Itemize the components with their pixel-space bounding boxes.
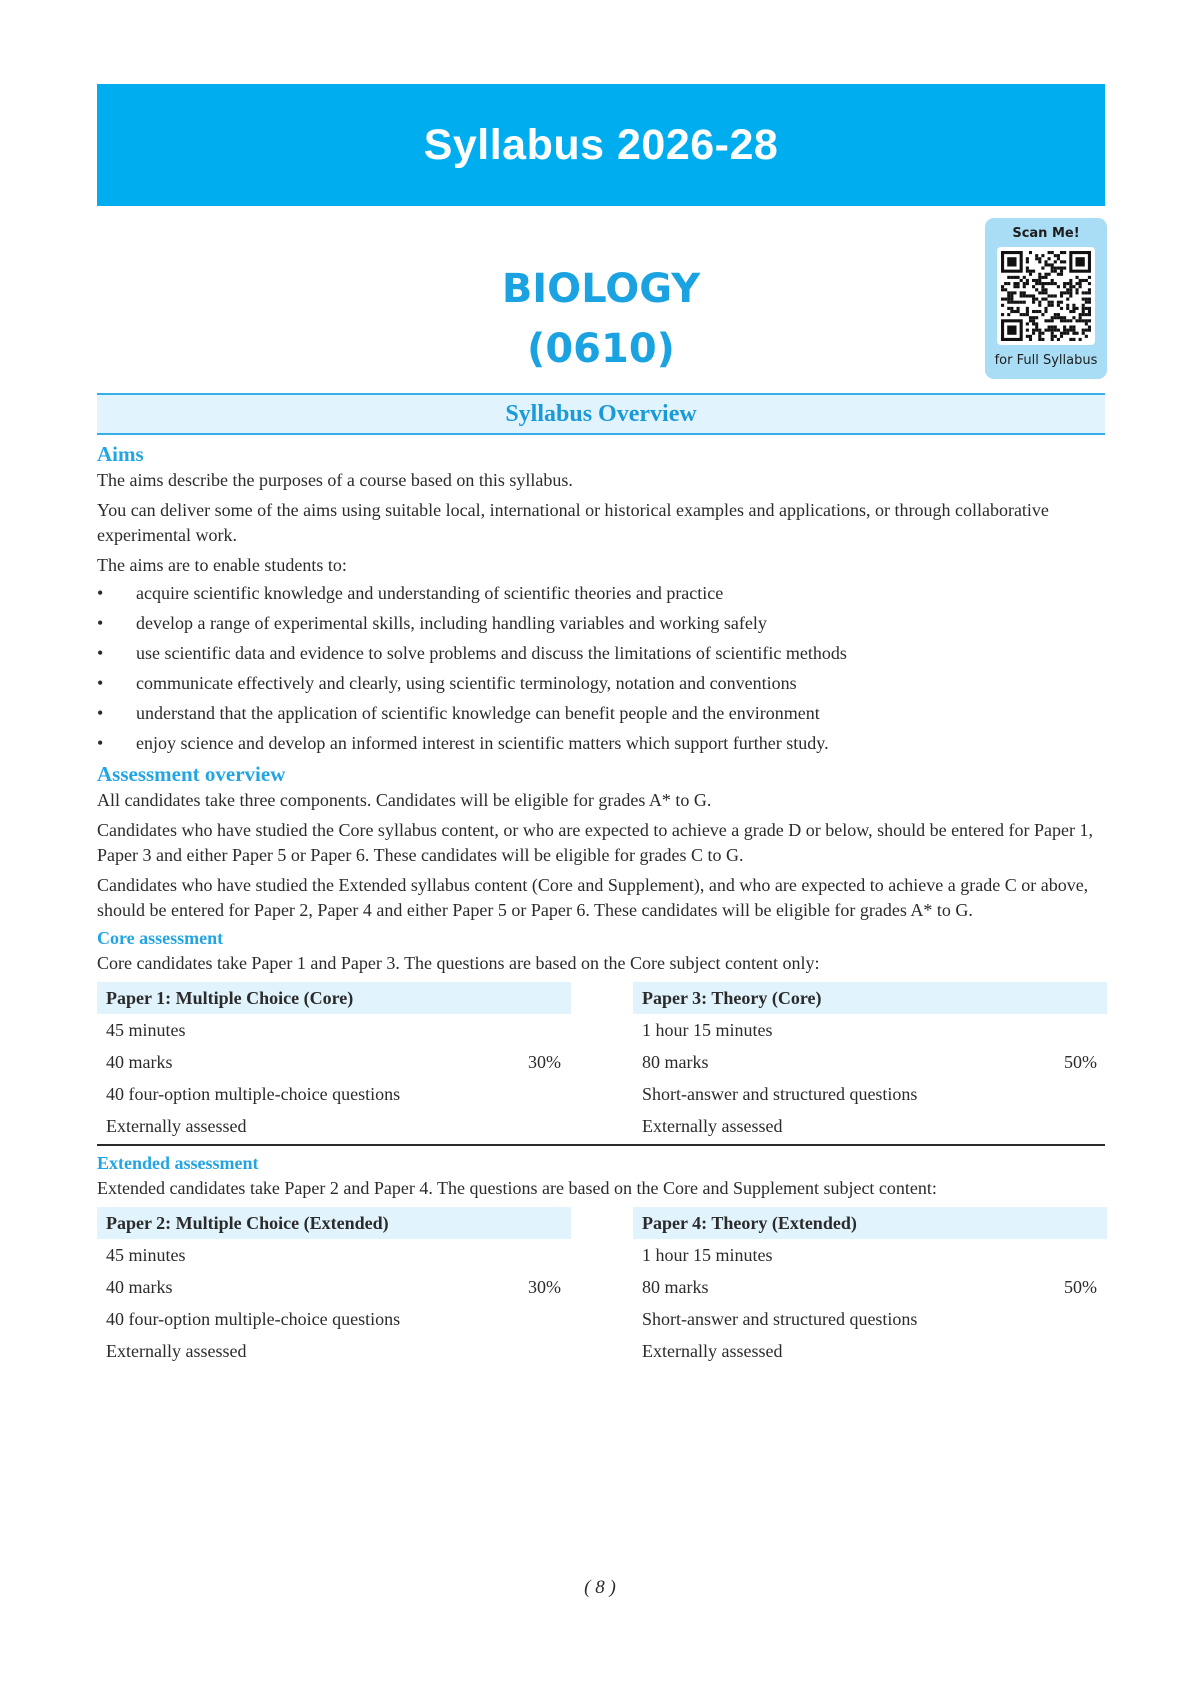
aims-intro-3: The aims are to enable students to:: [97, 555, 347, 575]
qr-code-graphic: [1001, 251, 1091, 341]
paper-row: [97, 1110, 571, 1142]
paper-row: [633, 1271, 1107, 1303]
bullet: •: [97, 733, 104, 753]
paper-assessed: Externally assessed: [106, 1116, 247, 1136]
qr-panel[interactable]: [985, 218, 1107, 379]
overview-bar: [97, 393, 1105, 435]
list-item: [97, 578, 1107, 608]
list-item: [97, 698, 1107, 728]
aim-text: communicate effectively and clearly, using scientific terminology, notation and conventions: [136, 673, 797, 693]
aims-intro-1: The aims describe the purposes of a course based on this syllabus.: [97, 470, 573, 490]
paper-assessed: Externally assessed: [106, 1341, 247, 1361]
qr-top-label: Scan Me!: [1012, 226, 1080, 241]
paper-card: [97, 982, 571, 1142]
paper-type: 40 four-option multiple-choice questions: [106, 1309, 401, 1329]
paper-row: [97, 1303, 571, 1335]
assessment-heading: Assessment overview: [97, 762, 286, 786]
paper-duration: 1 hour 15 minutes: [642, 1020, 773, 1040]
paper-weight: 50%: [1064, 1052, 1097, 1072]
assessment-para-1: All candidates take three components. Candidates will be eligible for grades A* to G.: [97, 790, 712, 810]
paper-row: [97, 1335, 571, 1367]
paper-marks: 40 marks: [106, 1052, 173, 1072]
aim-text: enjoy science and develop an informed interest in scientific matters which support further study.: [136, 733, 829, 753]
list-item: [97, 728, 1107, 758]
paper-row: [97, 1046, 571, 1078]
paper-row: [97, 1078, 571, 1110]
core-papers: [97, 982, 1107, 1142]
bullet: •: [97, 643, 104, 663]
aim-text: acquire scientific knowledge and understanding of scientific theories and practice: [136, 583, 724, 603]
aim-text: use scientific data and evidence to solve problems and discuss the limitations of scientific methods: [136, 643, 847, 663]
paper-duration: 1 hour 15 minutes: [642, 1245, 773, 1265]
subject-name: BIOLOGY: [501, 266, 701, 312]
list-item: [97, 668, 1107, 698]
paper-row: [97, 1271, 571, 1303]
paper-marks: 80 marks: [642, 1052, 709, 1072]
paper-title: Paper 4: Theory (Extended): [633, 1207, 1107, 1239]
page-number: ( 8 ): [584, 1577, 616, 1598]
paper-marks: 80 marks: [642, 1277, 709, 1297]
paper-title: Paper 1: Multiple Choice (Core): [97, 982, 571, 1014]
paper-weight: 50%: [1064, 1277, 1097, 1297]
subject-code: (0610): [527, 326, 675, 372]
aims-list: [97, 578, 1107, 758]
paper-row: [633, 1014, 1107, 1046]
bullet: •: [97, 613, 104, 633]
paper-row: [633, 1335, 1107, 1367]
title-banner: [97, 84, 1105, 206]
extended-papers: [97, 1207, 1107, 1367]
page-title: Syllabus 2026-28: [423, 120, 779, 169]
paper-weight: 30%: [528, 1052, 561, 1072]
paper-type: 40 four-option multiple-choice questions: [106, 1084, 401, 1104]
aim-text: develop a range of experimental skills, including handling variables and working safely: [136, 613, 767, 633]
core-heading: Core assessment: [97, 928, 224, 948]
extended-intro: Extended candidates take Paper 2 and Paper 4. The questions are based on the Core and Supplement subject content:: [97, 1178, 937, 1198]
paper-title: Paper 3: Theory (Core): [633, 982, 1107, 1014]
paper-marks: 40 marks: [106, 1277, 173, 1297]
core-intro: Core candidates take Paper 1 and Paper 3. The questions are based on the Core subject content only:: [97, 953, 820, 973]
paper-title: Paper 2: Multiple Choice (Extended): [97, 1207, 571, 1239]
paper-row: [97, 1239, 571, 1271]
content: [97, 440, 1107, 1367]
extended-heading: Extended assessment: [97, 1153, 259, 1173]
paper-row: [633, 1239, 1107, 1271]
bullet: •: [97, 583, 104, 603]
list-item: [97, 638, 1107, 668]
paper-row: [633, 1046, 1107, 1078]
section-divider: [97, 1144, 1105, 1146]
bullet: •: [97, 703, 104, 723]
aim-text: understand that the application of scientific knowledge can benefit people and the environment: [136, 703, 820, 723]
paper-card: [633, 1207, 1107, 1367]
paper-type: Short-answer and structured questions: [642, 1309, 918, 1329]
overview-title: Syllabus Overview: [505, 400, 697, 427]
assessment-para-3: Candidates who have studied the Extended syllabus content (Core and Supplement), and who are expected to achieve a grade C or above, should be entered for Paper 2, Paper 4 and either Paper 5 or Paper 6. These candidates will be eligible for grades A* to G.: [97, 875, 1089, 920]
paper-assessed: Externally assessed: [642, 1341, 783, 1361]
paper-card: [633, 982, 1107, 1142]
paper-card: [97, 1207, 571, 1367]
paper-row: [633, 1078, 1107, 1110]
paper-type: Short-answer and structured questions: [642, 1084, 918, 1104]
list-item: [97, 608, 1107, 638]
paper-row: [633, 1110, 1107, 1142]
paper-weight: 30%: [528, 1277, 561, 1297]
paper-row: [633, 1303, 1107, 1335]
aims-heading: Aims: [97, 442, 144, 466]
paper-row: [97, 1014, 571, 1046]
bullet: •: [97, 673, 104, 693]
paper-duration: 45 minutes: [106, 1020, 186, 1040]
qr-code-icon[interactable]: [997, 247, 1095, 345]
aims-intro-2: You can deliver some of the aims using suitable local, international or historical examples and applications, or through collaborative experimental work.: [97, 500, 1049, 545]
paper-duration: 45 minutes: [106, 1245, 186, 1265]
paper-assessed: Externally assessed: [642, 1116, 783, 1136]
qr-bottom-label: for Full Syllabus: [994, 353, 1098, 368]
assessment-para-2: Candidates who have studied the Core syllabus content, or who are expected to achieve a grade D or below, should be entered for Paper 1, Paper 3 and either Paper 5 or Paper 6. These candidates will be eligible for grades C to G.: [97, 820, 1094, 865]
